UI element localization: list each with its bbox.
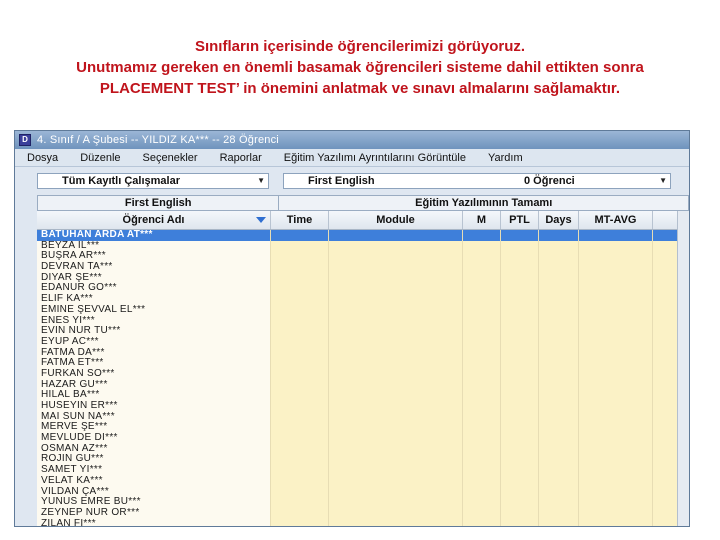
- data-cell[interactable]: [579, 390, 653, 401]
- data-cell[interactable]: [579, 283, 653, 294]
- student-name-cell[interactable]: ELİF KA***: [37, 294, 271, 305]
- column-header-m[interactable]: M: [463, 211, 501, 229]
- data-cell[interactable]: [539, 337, 579, 348]
- student-name-cell[interactable]: DEVRAN TA***: [37, 262, 271, 273]
- data-cell[interactable]: [271, 251, 329, 262]
- data-cell[interactable]: [539, 422, 579, 433]
- data-cell[interactable]: [501, 262, 539, 273]
- filter-bar: [15, 171, 689, 191]
- data-cell[interactable]: [579, 487, 653, 498]
- data-cell[interactable]: [271, 487, 329, 498]
- table-row[interactable]: [37, 412, 690, 423]
- menu-egitim-yazilimi[interactable]: Eğitim Yazılımı Ayrıntılarını Görüntüle: [283, 151, 466, 164]
- table-row[interactable]: [37, 422, 690, 433]
- enrollment-filter-value: Tüm Kayıtlı Çalışmalar: [62, 175, 180, 187]
- grid-scrollbar[interactable]: [677, 211, 689, 527]
- data-cell[interactable]: [501, 412, 539, 423]
- data-cell[interactable]: [329, 337, 463, 348]
- data-cell[interactable]: [329, 305, 463, 316]
- data-cell[interactable]: [329, 433, 463, 444]
- data-cell[interactable]: [579, 444, 653, 455]
- data-cell[interactable]: [501, 348, 539, 359]
- caption-line-3: PLACEMENT TEST’ in önemini anlatmak ve sınavı almalarını sağlamaktır.: [99, 80, 621, 97]
- data-cell[interactable]: [463, 283, 501, 294]
- data-cell[interactable]: [271, 326, 329, 337]
- data-cell[interactable]: [463, 358, 501, 369]
- data-cell[interactable]: [329, 369, 463, 380]
- table-row[interactable]: [37, 348, 690, 359]
- data-cell[interactable]: [329, 476, 463, 487]
- data-cell[interactable]: [579, 454, 653, 465]
- data-cell[interactable]: [271, 454, 329, 465]
- data-cell[interactable]: [463, 273, 501, 284]
- data-cell[interactable]: [329, 465, 463, 476]
- student-name-cell[interactable]: EDANUR GÖ***: [37, 283, 271, 294]
- data-cell[interactable]: [539, 444, 579, 455]
- data-cell[interactable]: [579, 273, 653, 284]
- data-cell[interactable]: [271, 369, 329, 380]
- table-row[interactable]: [37, 305, 690, 316]
- data-cell[interactable]: [271, 390, 329, 401]
- table-row[interactable]: [37, 230, 690, 241]
- student-name-cell[interactable]: HİLAL BA***: [37, 390, 271, 401]
- menu-duzenle[interactable]: Düzenle: [80, 151, 121, 164]
- data-cell[interactable]: [329, 401, 463, 412]
- data-cell[interactable]: [463, 230, 501, 241]
- data-cell[interactable]: [271, 476, 329, 487]
- table-row[interactable]: [37, 283, 690, 294]
- data-cell[interactable]: [579, 465, 653, 476]
- enrollment-filter-select[interactable]: [37, 173, 269, 189]
- slide-caption: [0, 36, 720, 99]
- student-grid: [37, 211, 690, 527]
- table-row[interactable]: [37, 444, 690, 455]
- caption-line-2: Unutmamız gereken en önemli basamak öğrencileri sisteme dahil ettikten sonra: [76, 59, 644, 76]
- tab-first-english[interactable]: First English: [37, 195, 279, 211]
- data-cell[interactable]: [501, 422, 539, 433]
- data-cell[interactable]: [463, 487, 501, 498]
- table-row[interactable]: [37, 497, 690, 508]
- data-cell[interactable]: [463, 412, 501, 423]
- data-cell[interactable]: [271, 230, 329, 241]
- student-name-cell[interactable]: FATMA DA***: [37, 348, 271, 359]
- column-header-ptl[interactable]: PTL: [501, 211, 539, 229]
- data-cell[interactable]: [579, 294, 653, 305]
- student-name-cell[interactable]: MERVE ŞE***: [37, 422, 271, 433]
- data-cell[interactable]: [463, 316, 501, 327]
- table-row[interactable]: [37, 316, 690, 327]
- grid-header: [37, 211, 690, 230]
- student-name-cell[interactable]: HÜSEYİN ER***: [37, 401, 271, 412]
- table-row[interactable]: [37, 476, 690, 487]
- data-cell[interactable]: [501, 487, 539, 498]
- data-cell[interactable]: [501, 380, 539, 391]
- data-cell[interactable]: [501, 241, 539, 252]
- data-cell[interactable]: [463, 348, 501, 359]
- data-cell[interactable]: [539, 401, 579, 412]
- data-cell[interactable]: [463, 241, 501, 252]
- app-icon: D: [19, 134, 31, 146]
- menu-bar: [15, 149, 689, 167]
- table-row[interactable]: [37, 401, 690, 412]
- data-cell[interactable]: [539, 326, 579, 337]
- data-cell[interactable]: [271, 358, 329, 369]
- course-filter-select[interactable]: [283, 173, 671, 189]
- data-cell[interactable]: [329, 519, 463, 527]
- data-cell[interactable]: [539, 412, 579, 423]
- data-cell[interactable]: [539, 380, 579, 391]
- data-cell[interactable]: [463, 337, 501, 348]
- data-cell[interactable]: [271, 262, 329, 273]
- data-cell[interactable]: [539, 241, 579, 252]
- table-row[interactable]: [37, 465, 690, 476]
- table-row[interactable]: [37, 273, 690, 284]
- data-cell[interactable]: [539, 390, 579, 401]
- data-cell[interactable]: [539, 273, 579, 284]
- column-header-days[interactable]: Days: [539, 211, 579, 229]
- student-name-cell[interactable]: VİLDAN ÇA***: [37, 487, 271, 498]
- data-cell[interactable]: [329, 251, 463, 262]
- data-cell[interactable]: [501, 390, 539, 401]
- student-name-cell[interactable]: EMİNE ŞEVVAL EL***: [37, 305, 271, 316]
- grid-body: [37, 230, 690, 527]
- menu-dosya[interactable]: Dosya: [27, 151, 59, 164]
- table-row[interactable]: [37, 326, 690, 337]
- student-name-cell[interactable]: ZEYNEP NUR ÖR***: [37, 508, 271, 519]
- data-cell[interactable]: [579, 241, 653, 252]
- data-cell[interactable]: [539, 262, 579, 273]
- data-cell[interactable]: [539, 294, 579, 305]
- data-cell[interactable]: [463, 454, 501, 465]
- data-cell[interactable]: [539, 454, 579, 465]
- data-cell[interactable]: [271, 401, 329, 412]
- table-row[interactable]: [37, 369, 690, 380]
- data-cell[interactable]: [501, 316, 539, 327]
- table-row[interactable]: [37, 454, 690, 465]
- data-cell[interactable]: [579, 326, 653, 337]
- data-cell[interactable]: [329, 444, 463, 455]
- data-cell[interactable]: [463, 433, 501, 444]
- data-cell[interactable]: [463, 444, 501, 455]
- data-cell[interactable]: [463, 326, 501, 337]
- data-cell[interactable]: [539, 369, 579, 380]
- column-header-module[interactable]: Module: [329, 211, 463, 229]
- data-cell[interactable]: [539, 348, 579, 359]
- table-row[interactable]: [37, 380, 690, 391]
- data-cell[interactable]: [329, 487, 463, 498]
- menu-yardim[interactable]: Yardım: [487, 151, 523, 164]
- data-cell[interactable]: [539, 497, 579, 508]
- data-cell[interactable]: [579, 337, 653, 348]
- student-name-cell[interactable]: EVİN NUR TU***: [37, 326, 271, 337]
- data-cell[interactable]: [539, 230, 579, 241]
- data-cell[interactable]: [463, 422, 501, 433]
- data-cell[interactable]: [271, 305, 329, 316]
- window-titlebar[interactable]: [15, 131, 689, 149]
- column-header-student-name[interactable]: [37, 211, 271, 229]
- data-cell[interactable]: [271, 465, 329, 476]
- data-cell[interactable]: [579, 369, 653, 380]
- data-cell[interactable]: [579, 251, 653, 262]
- data-cell[interactable]: [579, 497, 653, 508]
- data-cell[interactable]: [271, 519, 329, 527]
- data-cell[interactable]: [579, 508, 653, 519]
- data-cell[interactable]: [501, 465, 539, 476]
- student-count: 0 Öğrenci: [524, 175, 575, 187]
- class-window: [14, 130, 690, 527]
- data-cell[interactable]: [271, 273, 329, 284]
- data-cell[interactable]: [463, 380, 501, 391]
- data-cell[interactable]: [539, 305, 579, 316]
- data-cell[interactable]: [271, 380, 329, 391]
- table-row[interactable]: [37, 241, 690, 252]
- data-cell[interactable]: [329, 422, 463, 433]
- data-cell[interactable]: [501, 273, 539, 284]
- data-cell[interactable]: [501, 433, 539, 444]
- data-cell[interactable]: [329, 294, 463, 305]
- data-cell[interactable]: [501, 454, 539, 465]
- data-cell[interactable]: [329, 497, 463, 508]
- student-name-cell[interactable]: EYUP AC***: [37, 337, 271, 348]
- data-cell[interactable]: [329, 316, 463, 327]
- table-row[interactable]: [37, 262, 690, 273]
- data-cell[interactable]: [463, 305, 501, 316]
- data-cell[interactable]: [271, 241, 329, 252]
- student-name-cell[interactable]: DİYAR ŞE***: [37, 273, 271, 284]
- data-cell[interactable]: [539, 358, 579, 369]
- student-name-cell[interactable]: FURKAN SÖ***: [37, 369, 271, 380]
- data-cell[interactable]: [501, 358, 539, 369]
- data-cell[interactable]: [501, 305, 539, 316]
- table-row[interactable]: [37, 358, 690, 369]
- data-cell[interactable]: [501, 230, 539, 241]
- data-cell[interactable]: [463, 262, 501, 273]
- table-row[interactable]: [37, 294, 690, 305]
- data-cell[interactable]: [329, 262, 463, 273]
- data-cell[interactable]: [463, 390, 501, 401]
- data-cell[interactable]: [329, 380, 463, 391]
- data-cell[interactable]: [463, 497, 501, 508]
- data-cell[interactable]: [329, 508, 463, 519]
- data-cell[interactable]: [463, 476, 501, 487]
- student-name-cell[interactable]: BEYZA İL***: [37, 241, 271, 252]
- data-cell[interactable]: [501, 508, 539, 519]
- data-cell[interactable]: [539, 487, 579, 498]
- data-cell[interactable]: [539, 465, 579, 476]
- data-cell[interactable]: [501, 476, 539, 487]
- chevron-down-icon: ▼: [659, 176, 667, 185]
- data-cell[interactable]: [579, 380, 653, 391]
- data-cell[interactable]: [579, 422, 653, 433]
- data-cell[interactable]: [271, 508, 329, 519]
- table-row[interactable]: [37, 519, 690, 527]
- student-name-cell[interactable]: YUNUS EMRE BU***: [37, 497, 271, 508]
- table-row[interactable]: [37, 433, 690, 444]
- student-name-cell[interactable]: ZİLAN Fİ***: [37, 519, 271, 527]
- caption-line-1: Sınıfların içerisinde öğrencilerimizi görüyoruz.: [194, 38, 526, 55]
- column-header-time[interactable]: Time: [271, 211, 329, 229]
- data-cell[interactable]: [539, 433, 579, 444]
- data-cell[interactable]: [539, 283, 579, 294]
- data-cell[interactable]: [329, 348, 463, 359]
- data-cell[interactable]: [271, 348, 329, 359]
- data-cell[interactable]: [463, 251, 501, 262]
- student-name-cell[interactable]: ENES Yİ***: [37, 316, 271, 327]
- menu-secenekler[interactable]: Seçenekler: [142, 151, 198, 164]
- student-name-cell[interactable]: ROJİN GÜ***: [37, 454, 271, 465]
- tab-bar: [15, 194, 689, 212]
- data-cell[interactable]: [329, 412, 463, 423]
- course-filter-value: First English: [308, 175, 375, 187]
- student-name-cell[interactable]: FATMA ET***: [37, 358, 271, 369]
- column-label: Öğrenci Adı: [122, 214, 185, 226]
- data-cell[interactable]: [539, 251, 579, 262]
- student-name-cell[interactable]: MAİ SUN NA***: [37, 412, 271, 423]
- student-name-cell[interactable]: HAZAR GU***: [37, 380, 271, 391]
- sort-descending-icon: [256, 217, 266, 223]
- menu-raporlar[interactable]: Raporlar: [219, 151, 262, 164]
- table-row[interactable]: [37, 487, 690, 498]
- data-cell[interactable]: [271, 412, 329, 423]
- data-cell[interactable]: [501, 369, 539, 380]
- data-cell[interactable]: [271, 283, 329, 294]
- data-cell[interactable]: [501, 283, 539, 294]
- data-cell[interactable]: [329, 273, 463, 284]
- table-row[interactable]: [37, 508, 690, 519]
- table-row[interactable]: [37, 337, 690, 348]
- data-cell[interactable]: [539, 476, 579, 487]
- data-cell[interactable]: [501, 444, 539, 455]
- data-cell[interactable]: [501, 326, 539, 337]
- data-cell[interactable]: [271, 294, 329, 305]
- data-cell[interactable]: [501, 294, 539, 305]
- table-row[interactable]: [37, 251, 690, 262]
- data-cell[interactable]: [271, 497, 329, 508]
- student-name-cell[interactable]: OSMAN AZ***: [37, 444, 271, 455]
- student-name-cell[interactable]: VELAT KA***: [37, 476, 271, 487]
- data-cell[interactable]: [579, 476, 653, 487]
- data-cell[interactable]: [271, 433, 329, 444]
- data-cell[interactable]: [501, 251, 539, 262]
- data-cell[interactable]: [539, 519, 579, 527]
- data-cell[interactable]: [501, 401, 539, 412]
- data-cell[interactable]: [329, 230, 463, 241]
- data-cell[interactable]: [329, 454, 463, 465]
- data-cell[interactable]: [463, 401, 501, 412]
- data-cell[interactable]: [463, 465, 501, 476]
- data-cell[interactable]: [579, 348, 653, 359]
- student-name-cell[interactable]: SAMET Yİ***: [37, 465, 271, 476]
- data-cell[interactable]: [579, 519, 653, 527]
- chevron-down-icon: ▼: [257, 176, 265, 185]
- data-cell[interactable]: [579, 316, 653, 327]
- student-name-cell[interactable]: MEVLÜDE Dİ***: [37, 433, 271, 444]
- data-cell[interactable]: [579, 358, 653, 369]
- data-cell[interactable]: [329, 283, 463, 294]
- data-cell[interactable]: [329, 241, 463, 252]
- data-cell[interactable]: [329, 358, 463, 369]
- data-cell[interactable]: [501, 337, 539, 348]
- data-cell[interactable]: [579, 230, 653, 241]
- student-name-cell[interactable]: BÜŞRA AR***: [37, 251, 271, 262]
- data-cell[interactable]: [579, 433, 653, 444]
- table-row[interactable]: [37, 390, 690, 401]
- data-cell[interactable]: [501, 519, 539, 527]
- data-cell[interactable]: [501, 497, 539, 508]
- tab-all-software[interactable]: Eğitim Yazılımının Tamamı: [278, 195, 689, 211]
- data-cell[interactable]: [539, 316, 579, 327]
- data-cell[interactable]: [271, 444, 329, 455]
- data-cell[interactable]: [329, 326, 463, 337]
- data-cell[interactable]: [539, 508, 579, 519]
- data-cell[interactable]: [329, 390, 463, 401]
- student-name-cell[interactable]: BATUHAN ARDA AT***: [37, 230, 271, 241]
- window-title: 4. Sınıf / A Şubesi -- YILDIZ KA*** -- 28 Öğrenci: [37, 134, 279, 146]
- data-cell[interactable]: [271, 316, 329, 327]
- data-cell[interactable]: [579, 262, 653, 273]
- data-cell[interactable]: [463, 519, 501, 527]
- column-header-mt-avg[interactable]: MT-AVG: [579, 211, 653, 229]
- data-cell[interactable]: [463, 369, 501, 380]
- data-cell[interactable]: [579, 401, 653, 412]
- data-cell[interactable]: [463, 294, 501, 305]
- data-cell[interactable]: [579, 412, 653, 423]
- data-cell[interactable]: [271, 337, 329, 348]
- data-cell[interactable]: [579, 305, 653, 316]
- data-cell[interactable]: [271, 422, 329, 433]
- data-cell[interactable]: [463, 508, 501, 519]
